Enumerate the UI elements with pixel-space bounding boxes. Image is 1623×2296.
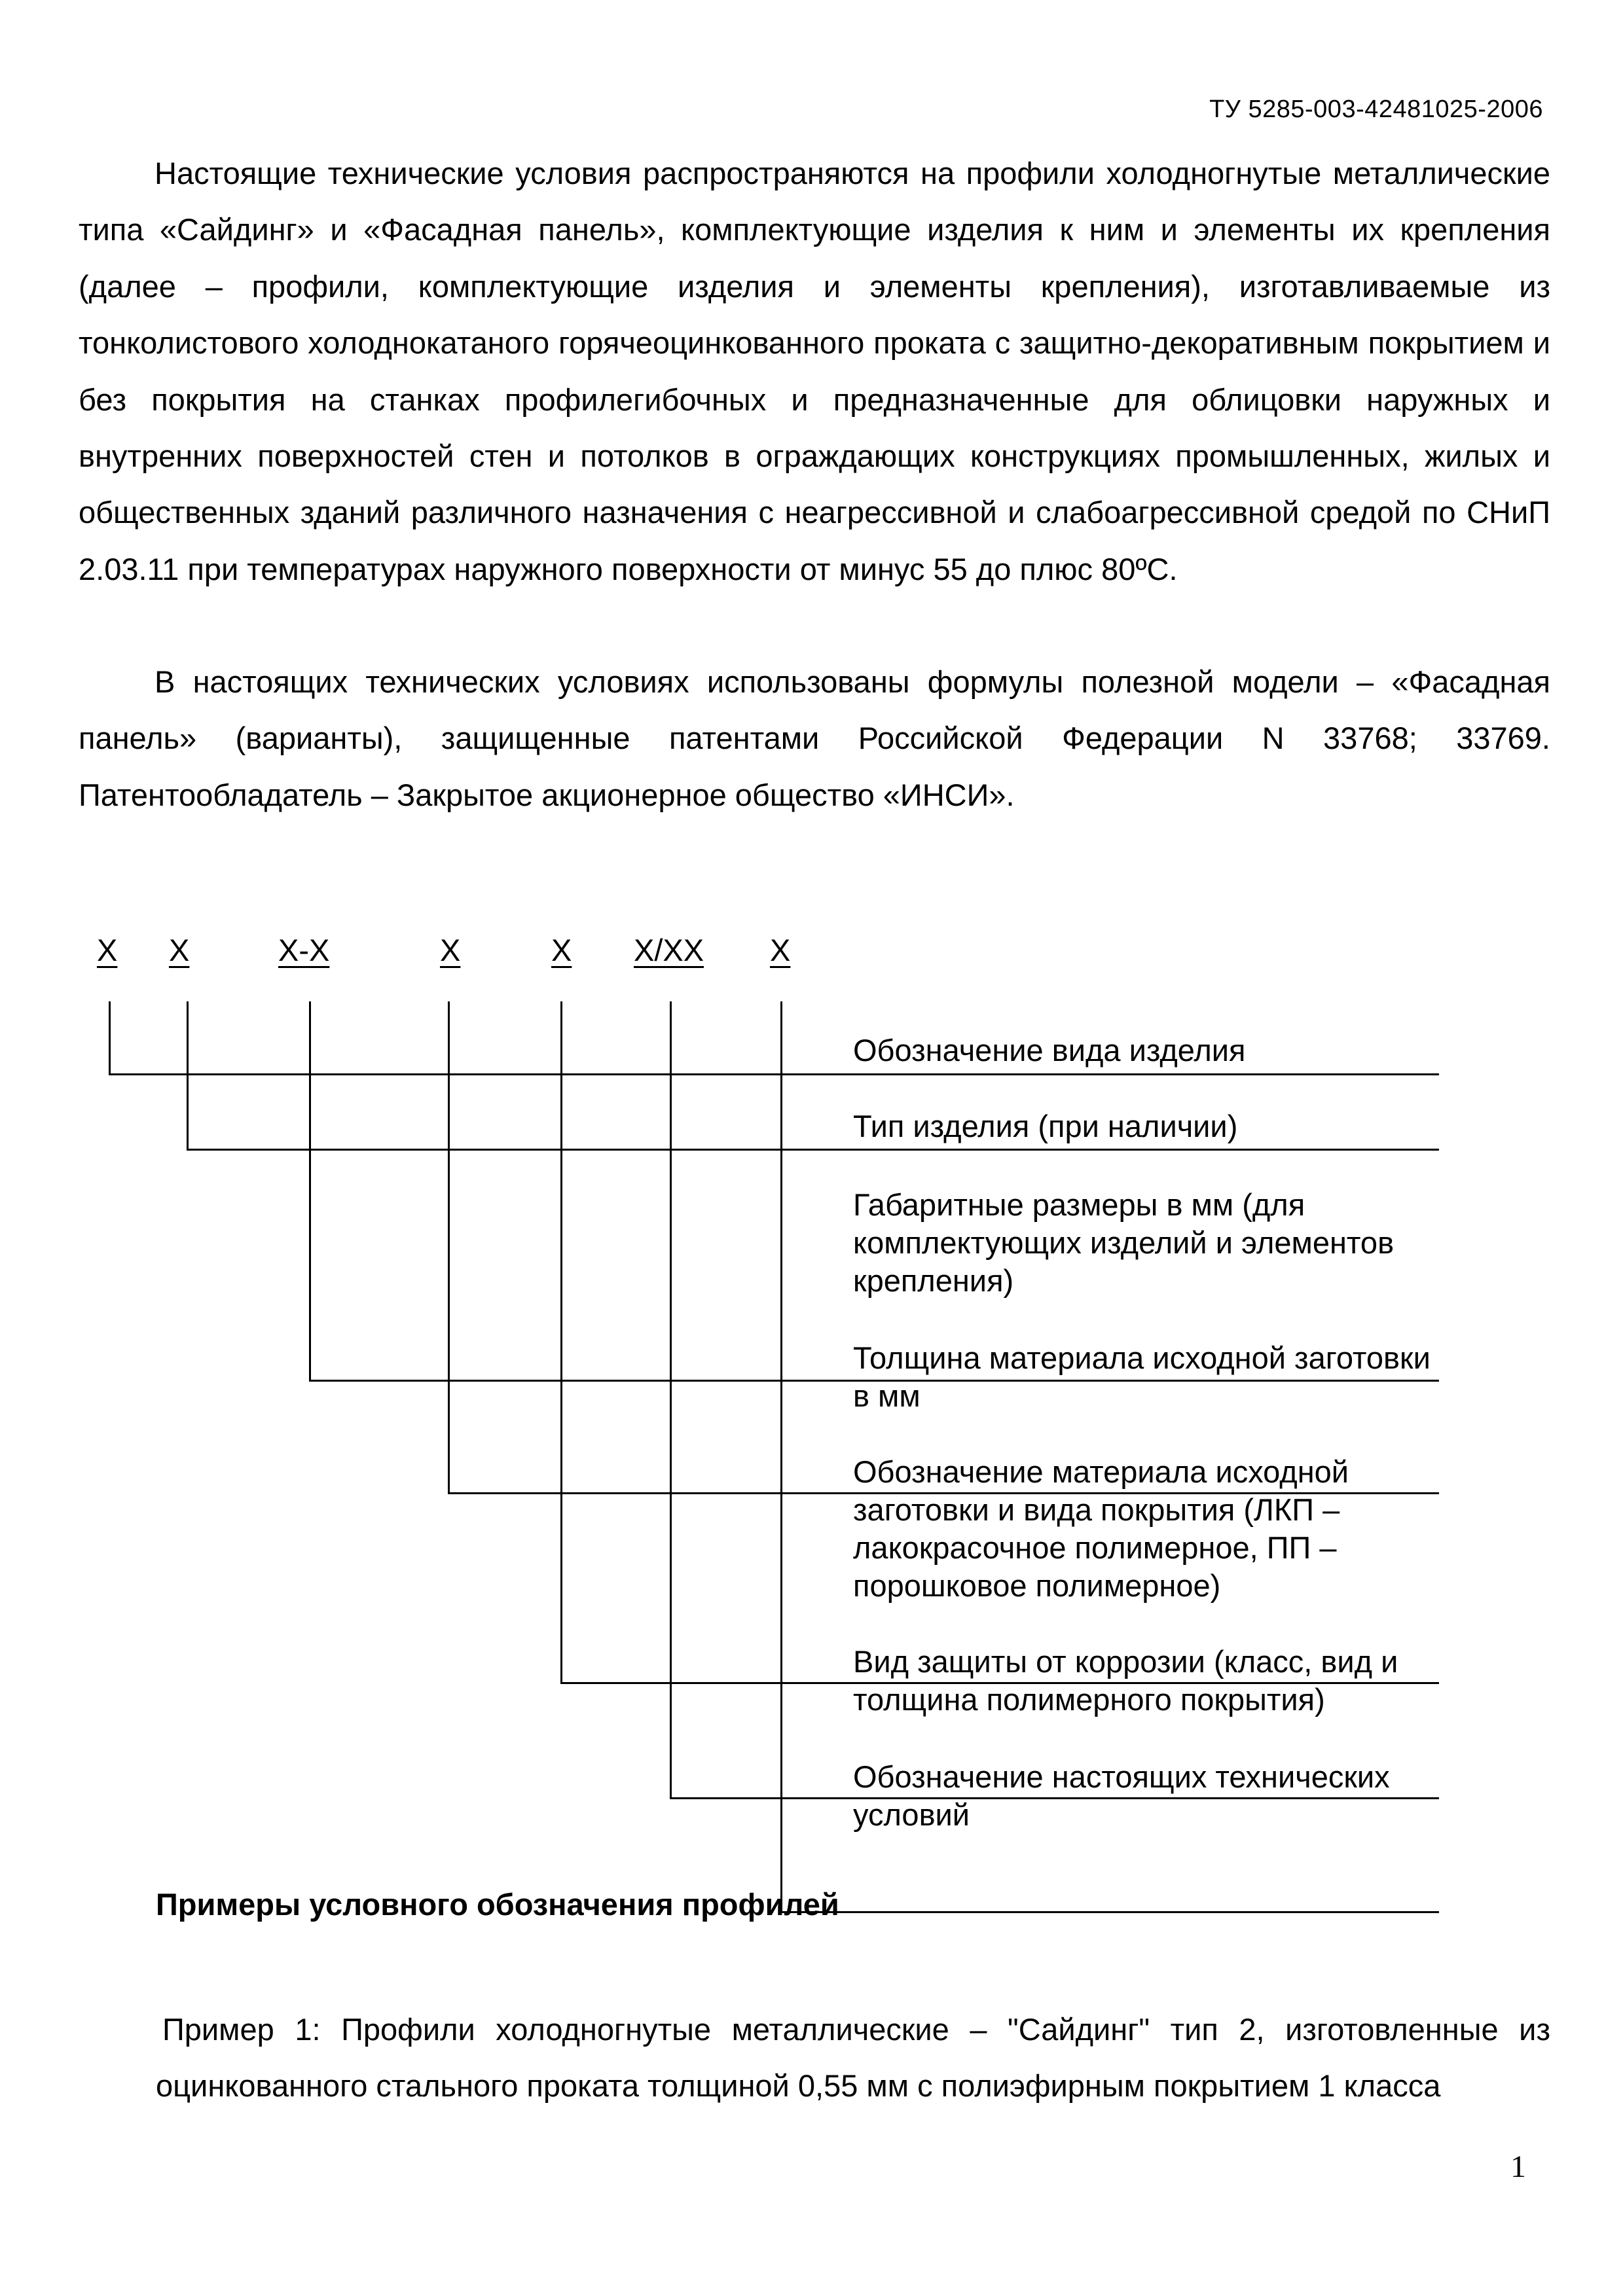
connector-horizontal-7 — [780, 1911, 1439, 1913]
connector-vertical-5 — [560, 1001, 562, 1683]
example-1-text: Пример 1: Профили холодногнутые металлические – "Сайдинг" тип 2, изготовленные из оцинкованного стального проката толщиной 0,55 мм с полиэфирным покрытием 1 класса — [156, 2012, 1550, 2103]
desc-material-thickness: Толщина материала исходной заготовки в мм — [853, 1340, 1431, 1413]
desc-spec-designation: Обозначение настоящих технических условий — [853, 1759, 1390, 1832]
page-number: 1 — [1510, 2149, 1526, 2184]
desc-material-coating: Обозначение материала исходной заготовки и вида покрытия (ЛКП – лакокрасочное полимерное, ПП – порошковое полимерное) — [853, 1454, 1349, 1603]
designation-scheme — [0, 916, 1623, 1859]
connector-vertical-7 — [780, 1001, 782, 1912]
code-position-5: Х — [551, 933, 572, 967]
code-position-7: Х — [770, 933, 791, 967]
examples-heading: Примеры условного обозначения профилей — [156, 1887, 839, 1922]
connector-vertical-2 — [187, 1001, 189, 1151]
connector-horizontal-2 — [187, 1149, 1439, 1151]
code-position-2: Х — [169, 933, 190, 967]
code-position-6: Х/ХХ — [634, 933, 704, 967]
intro-paragraph-1: Настоящие технические условия распространяются на профили холодногнутые металлические типа «Сайдинг» и «Фасадная панель», комплектующие изделия к ним и элементы их крепления (далее – профили, комплектующие изделия и элементы крепления), изготавливаемые из тонколистового холоднокатаного горячеоцинкованного проката с защитно-декоративным покрытием и без покрытия на станках профилегибочных и предназначенные для облицовки наружных и внутренних поверхностей стен и потолков в ограждающих конструкциях промышленных, жилых и общественных зданий различного назначения с неагрессивной и слабоагрессивной средой по СНиП 2.03.11 при температурах наружного поверхности от минус 55 до плюс 80ºС. — [79, 156, 1550, 586]
connector-vertical-6 — [670, 1001, 672, 1799]
desc-corrosion-protection: Вид защиты от коррозии (класс, вид и толщина полимерного покрытия) — [853, 1644, 1398, 1717]
document-code: ТУ 5285-003-42481025-2006 — [1209, 96, 1543, 123]
desc-product-type: Тип изделия (при наличии) — [853, 1109, 1238, 1143]
connector-horizontal-1 — [109, 1073, 1439, 1075]
connector-vertical-1 — [109, 1001, 111, 1073]
code-position-1: Х — [97, 933, 118, 967]
code-position-3: Х-Х — [278, 933, 330, 967]
desc-product-kind: Обозначение вида изделия — [853, 1033, 1246, 1067]
desc-overall-dimensions: Габаритные размеры в мм (для комплектующих изделий и элементов крепления) — [853, 1187, 1395, 1298]
intro-paragraph-2: В настоящих технических условиях использованы формулы полезной модели – «Фасадная панель» (варианты), защищенные патентами Российской Федерации N 33768; 33769. Патентообладатель – Закрытое акционерное общество «ИНСИ». — [79, 664, 1550, 812]
code-position-4: Х — [440, 933, 461, 967]
intro-paragraph-2-block — [79, 654, 1550, 823]
connector-vertical-3 — [309, 1001, 311, 1381]
intro-paragraph-1-block — [79, 145, 1550, 598]
